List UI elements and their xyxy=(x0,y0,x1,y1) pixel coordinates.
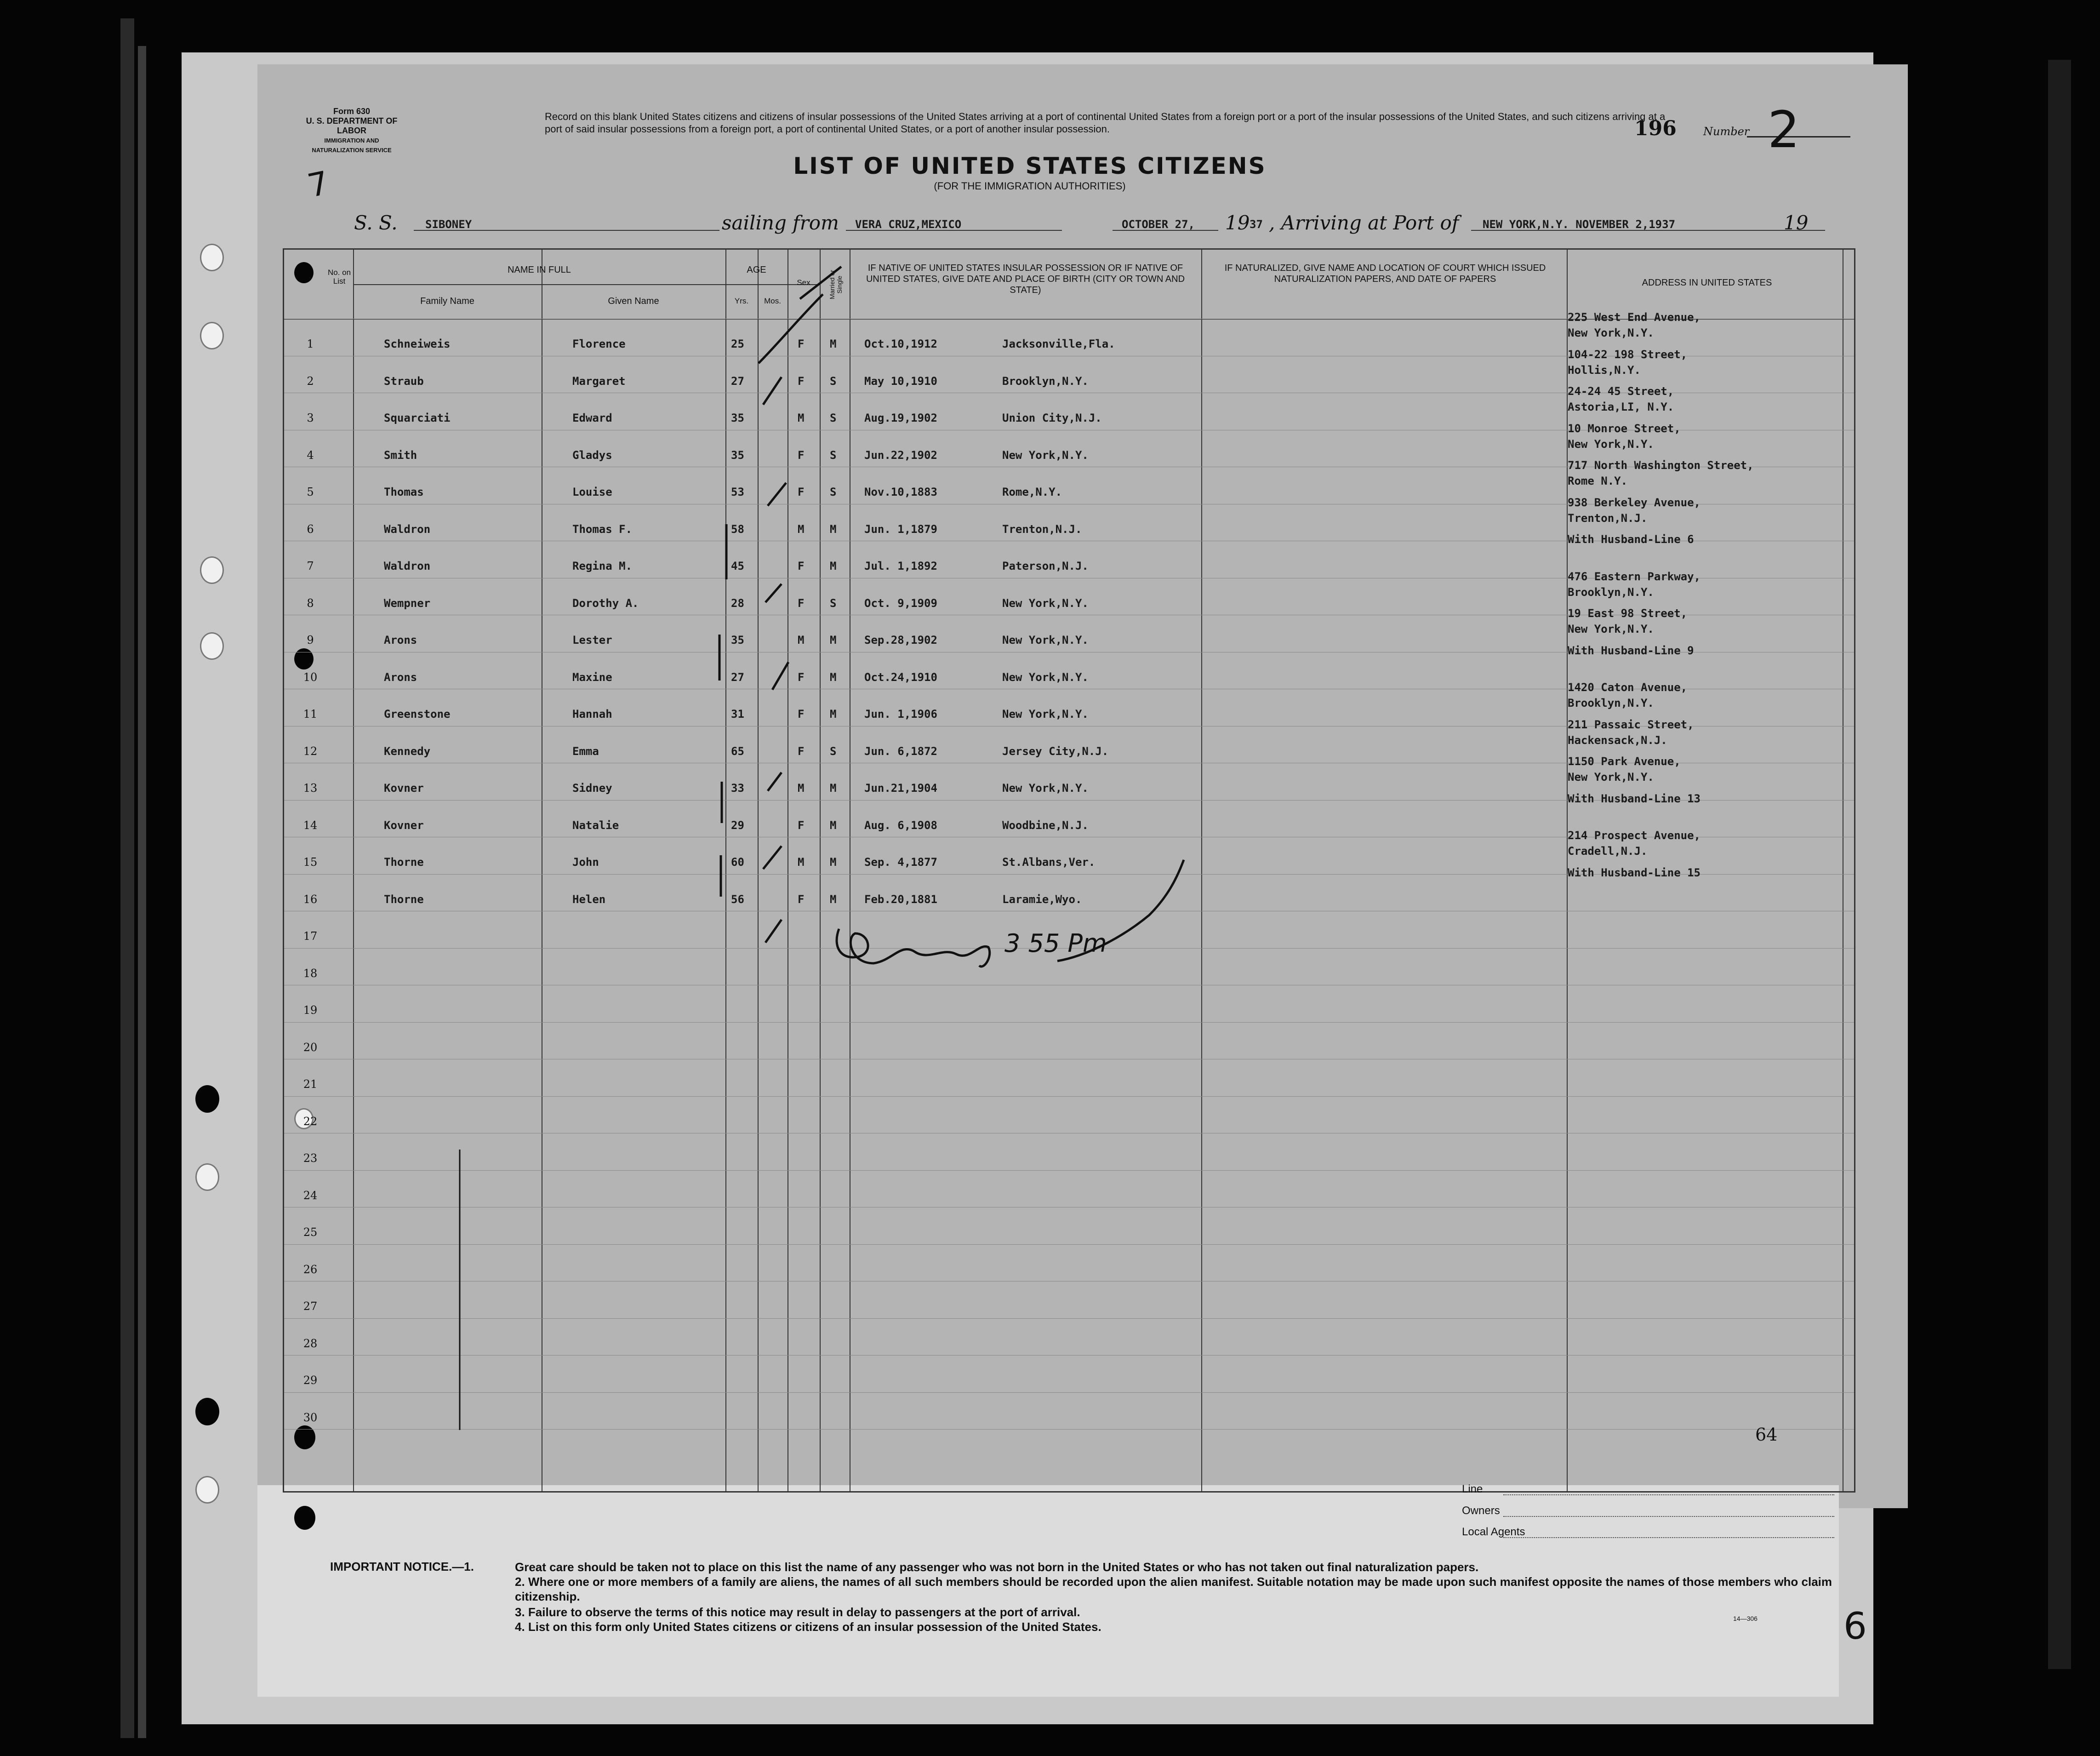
marital-status: S xyxy=(830,374,837,388)
notice-heading: IMPORTANT NOTICE.—1. xyxy=(330,1560,474,1573)
row-number: 12 xyxy=(303,744,318,758)
birth-place: Paterson,N.J. xyxy=(1002,560,1089,572)
address-line-1: With Husband-Line 9 xyxy=(1568,644,1694,657)
birth-date: Oct. 9,1909 xyxy=(864,596,937,610)
address-line-1: 19 East 98 Street, xyxy=(1568,607,1688,620)
address-line-1: 1420 Caton Avenue, xyxy=(1568,681,1688,694)
row-number: 24 xyxy=(303,1189,318,1202)
address-line-2: New York,N.Y. xyxy=(1568,623,1654,635)
number-label: Number xyxy=(1703,125,1750,138)
row-number: 17 xyxy=(303,930,318,943)
address-line-1: 476 Eastern Parkway, xyxy=(1568,570,1701,583)
birth-place: Jacksonville,Fla. xyxy=(1002,337,1115,350)
header-married-single: Married or Single xyxy=(828,270,843,299)
age-years: 31 xyxy=(731,708,744,721)
age-years: 45 xyxy=(731,560,744,572)
family-name: Kovner xyxy=(384,782,424,795)
agent-owners-underline xyxy=(1503,1516,1834,1517)
page-subtitle: (FOR THE IMMIGRATION AUTHORITIES) xyxy=(934,180,1126,192)
arriving-label: , Arriving at Port of xyxy=(1269,212,1459,234)
given-name: Emma xyxy=(572,744,599,758)
family-name: Kennedy xyxy=(384,744,431,758)
birth-date: Jun. 1,1906 xyxy=(864,708,937,721)
row-number: 7 xyxy=(307,560,314,572)
marital-status: M xyxy=(830,708,837,721)
age-years: 65 xyxy=(731,744,744,758)
header-mos: Mos. xyxy=(764,297,781,305)
marital-status: M xyxy=(830,670,837,684)
birth-place: New York,N.Y. xyxy=(1002,708,1089,721)
notice-item-2: 2. Where one or more members of a family are aliens, the names of all such members should be recorded upon the alien manifest. Suitable notation may be made upon such manifest opposite the names of those members who claim citizenship. xyxy=(515,1575,1832,1603)
header-address: ADDRESS IN UNITED STATES xyxy=(1642,278,1772,288)
given-name: Thomas F. xyxy=(572,522,633,536)
address-line-2: Brooklyn,N.Y. xyxy=(1568,697,1654,709)
address-line-1: 104-22 198 Street, xyxy=(1568,348,1688,361)
year-label: 19 xyxy=(1225,212,1250,234)
sex: F xyxy=(798,744,805,758)
row-number: 16 xyxy=(303,892,318,906)
sex: F xyxy=(798,818,805,832)
sex: F xyxy=(798,486,805,498)
family-name: Schneiweis xyxy=(384,337,451,350)
sailing-date: OCTOBER 27, xyxy=(1122,218,1195,231)
birth-place: St.Albans,Ver. xyxy=(1002,856,1096,869)
agent-line-label: Line xyxy=(1462,1483,1483,1495)
sex: F xyxy=(798,596,805,610)
birth-date: Sep. 4,1877 xyxy=(864,856,937,869)
agent-owners-label: Owners xyxy=(1462,1504,1500,1517)
row-number: 4 xyxy=(307,448,314,462)
sex: F xyxy=(798,448,805,462)
agent-local-underline xyxy=(1503,1537,1834,1538)
agent-line-underline xyxy=(1503,1494,1834,1495)
birth-place: Laramie,Wyo. xyxy=(1002,892,1082,906)
sex: M xyxy=(798,856,805,869)
family-name: Greenstone xyxy=(384,708,451,721)
row-number: 1 xyxy=(307,337,314,350)
address-line-2: Trenton,N.J. xyxy=(1568,511,1648,525)
row-number: 30 xyxy=(303,1411,318,1424)
handwritten-corner-mark: 6 xyxy=(1843,1605,1867,1647)
birth-place: New York,N.Y. xyxy=(1002,448,1089,462)
given-name: Dorothy A. xyxy=(572,596,639,610)
marital-status: M xyxy=(830,522,837,536)
row-number: 2 xyxy=(307,374,314,388)
header-birth: IF NATIVE OF UNITED STATES INSULAR POSSESSION OR IF NATIVE OF UNITED STATES, GIVE DATE AND PLACE OF BIRTH (CITY OR TOWN AND STATE) xyxy=(866,263,1185,295)
given-name: Sidney xyxy=(572,782,612,795)
given-name: Edward xyxy=(572,412,612,424)
from-port: VERA CRUZ,MEXICO xyxy=(855,218,962,231)
signature-time: 3 55 Pm xyxy=(1004,929,1107,958)
page-stamp: 64 xyxy=(1755,1424,1778,1445)
ship-name: SIBONEY xyxy=(425,218,472,231)
marital-status: M xyxy=(830,892,837,906)
header-yrs: Yrs. xyxy=(734,297,749,305)
birth-date: Nov.10,1883 xyxy=(864,486,937,498)
notice-item-4: 4. List on this form only United States citizens or citizens of an insular possession of the United States. xyxy=(515,1620,1101,1634)
row-number: 27 xyxy=(303,1300,318,1313)
marital-status: S xyxy=(830,448,837,462)
row-number: 3 xyxy=(307,412,314,424)
birth-date: Jun. 6,1872 xyxy=(864,744,937,758)
age-years: 35 xyxy=(731,412,744,424)
address-line-1: With Husband-Line 15 xyxy=(1568,866,1701,879)
birth-place: Brooklyn,N.Y. xyxy=(1002,374,1089,388)
birth-date: Jun.21,1904 xyxy=(864,782,937,795)
address-line-1: 211 Passaic Street, xyxy=(1568,718,1694,731)
row-number: 5 xyxy=(307,486,314,498)
address-line-2: Cradell,N.J. xyxy=(1568,845,1648,858)
form-number: Form 630 xyxy=(333,107,371,116)
given-name: Lester xyxy=(572,634,612,646)
age-years: 27 xyxy=(731,374,744,388)
birth-date: Oct.10,1912 xyxy=(864,337,937,350)
agent-local-label: Local Agents xyxy=(1462,1526,1525,1538)
given-name: Maxine xyxy=(572,670,612,684)
birth-place: Trenton,N.J. xyxy=(1002,522,1082,536)
service: IMMIGRATION AND NATURALIZATION SERVICE xyxy=(312,137,392,154)
birth-place: Union City,N.J. xyxy=(1002,412,1102,424)
given-name: John xyxy=(572,856,599,869)
sex: M xyxy=(798,782,805,795)
given-name: Regina M. xyxy=(572,560,633,572)
row-number: 28 xyxy=(303,1337,318,1350)
family-name: Smith xyxy=(384,448,417,462)
given-name: Gladys xyxy=(572,448,612,462)
row-number: 11 xyxy=(303,708,318,721)
birth-date: May 10,1910 xyxy=(864,374,937,388)
address-line-1: 1150 Park Avenue, xyxy=(1568,755,1681,768)
birth-place: Jersey City,N.J. xyxy=(1002,744,1109,758)
given-name: Louise xyxy=(572,486,612,498)
address-line-1: 10 Monroe Street, xyxy=(1568,422,1681,435)
sex: M xyxy=(798,634,805,646)
row-number: 25 xyxy=(303,1226,318,1239)
address-line-2: Astoria,LI, N.Y. xyxy=(1568,400,1674,413)
header-name-in-full: NAME IN FULL xyxy=(508,265,571,275)
birth-place: Rome,N.Y. xyxy=(1002,486,1062,498)
age-years: 33 xyxy=(731,782,744,795)
family-name: Thorne xyxy=(384,892,424,906)
page-title: LIST OF UNITED STATES CITIZENS xyxy=(793,153,1267,179)
birth-date: Aug.19,1902 xyxy=(864,412,937,424)
birth-date: Sep.28,1902 xyxy=(864,634,937,646)
marital-status: M xyxy=(830,856,837,869)
marital-status: S xyxy=(830,596,837,610)
sex: F xyxy=(798,560,805,572)
birth-date: Oct.24,1910 xyxy=(864,670,937,684)
birth-date: Jun.22,1902 xyxy=(864,448,937,462)
given-name: Margaret xyxy=(572,374,626,388)
arrival-port-date: NEW YORK,N.Y. NOVEMBER 2,1937 xyxy=(1483,218,1676,231)
age-years: 27 xyxy=(731,670,744,684)
row-number: 26 xyxy=(303,1263,318,1276)
birth-place: New York,N.Y. xyxy=(1002,782,1089,795)
age-years: 29 xyxy=(731,818,744,832)
family-name: Straub xyxy=(384,374,424,388)
sailing-year: 37 xyxy=(1250,218,1263,231)
marital-status: M xyxy=(830,337,837,350)
family-name: Arons xyxy=(384,634,417,646)
given-name: Florence xyxy=(572,337,626,350)
address-line-1: 24-24 45 Street, xyxy=(1568,385,1674,398)
header-no-on-list: No. on List xyxy=(327,268,351,286)
notice-item-3: 3. Failure to observe the terms of this notice may result in delay to passengers at the port of arrival. xyxy=(515,1605,1080,1619)
address-line-2: Brooklyn,N.Y. xyxy=(1568,585,1654,599)
age-years: 53 xyxy=(731,486,744,498)
address-line-2: New York,N.Y. xyxy=(1568,326,1654,339)
sex: F xyxy=(798,337,805,350)
list-number: 196 xyxy=(1634,117,1677,140)
sex: F xyxy=(798,708,805,721)
address-line-2: Hackensack,N.J. xyxy=(1568,733,1667,747)
age-years: 60 xyxy=(731,856,744,869)
row-number: 6 xyxy=(307,522,314,536)
sex: F xyxy=(798,892,805,906)
end-year-label: 19 xyxy=(1784,212,1809,234)
birth-place: New York,N.Y. xyxy=(1002,670,1089,684)
header-sex: Sex xyxy=(797,278,810,287)
ss-label: S. S. xyxy=(354,212,398,234)
address-line-2: Rome N.Y. xyxy=(1568,475,1628,487)
family-name: Waldron xyxy=(384,560,431,572)
sailing-label: sailing from xyxy=(722,212,839,234)
address-line-1: With Husband-Line 13 xyxy=(1568,792,1701,805)
row-number: 13 xyxy=(303,782,318,795)
header-given-name: Given Name xyxy=(608,296,659,306)
age-years: 25 xyxy=(731,337,744,350)
row-number: 8 xyxy=(307,596,314,610)
sex: F xyxy=(798,374,805,388)
family-name: Kovner xyxy=(384,818,424,832)
family-name: Waldron xyxy=(384,522,431,536)
row-number: 9 xyxy=(307,634,314,646)
header-family-name: Family Name xyxy=(420,296,474,306)
address-line-1: 214 Prospect Avenue, xyxy=(1568,829,1701,842)
given-name: Helen xyxy=(572,892,606,906)
address-line-2: Hollis,N.Y. xyxy=(1568,363,1641,377)
form-code: 14—306 xyxy=(1733,1615,1758,1622)
marital-status: M xyxy=(830,634,837,646)
row-number: 22 xyxy=(303,1115,318,1128)
address-line-1: 717 North Washington Street, xyxy=(1568,459,1754,472)
notice-item-1: Great care should be taken not to place on this list the name of any passenger who was not born in the United States or who has not taken out final naturalization papers. xyxy=(515,1560,1479,1574)
row-number: 15 xyxy=(303,856,318,869)
header-naturalized: IF NATURALIZED, GIVE NAME AND LOCATION OF COURT WHICH ISSUED NATURALIZATION PAPERS, AND DATE OF PAPERS xyxy=(1224,263,1546,284)
marital-status: S xyxy=(830,486,837,498)
header-age: AGE xyxy=(747,265,766,275)
instructions-note: Record on this blank United States citizens and citizens of insular possessions of the United States arriving at a port of continental United States from a foreign port or a port of the insular possessions of the United States, and such citizens arriving at a port of said insular possessions from a foreign port, a port of continental United States, or a port of another insular possession. xyxy=(545,111,1666,135)
row-number: 23 xyxy=(303,1152,318,1165)
address-line-1: 938 Berkeley Avenue, xyxy=(1568,496,1701,509)
sex: M xyxy=(798,522,805,536)
birth-date: Jun. 1,1879 xyxy=(864,522,937,536)
age-years: 58 xyxy=(731,522,744,536)
age-years: 35 xyxy=(731,448,744,462)
birth-date: Aug. 6,1908 xyxy=(864,818,937,832)
birth-place: New York,N.Y. xyxy=(1002,596,1089,610)
family-name: Thorne xyxy=(384,856,424,869)
given-name: Natalie xyxy=(572,818,619,832)
age-years: 56 xyxy=(731,892,744,906)
sex: F xyxy=(798,670,805,684)
age-years: 28 xyxy=(731,596,744,610)
department: U. S. DEPARTMENT OF LABOR xyxy=(306,116,398,135)
birth-date: Jul. 1,1892 xyxy=(864,560,937,572)
row-number: 19 xyxy=(303,1004,318,1017)
marital-status: M xyxy=(830,560,837,572)
handwritten-number: 2 xyxy=(1768,100,1800,159)
birth-place: New York,N.Y. xyxy=(1002,634,1089,646)
row-number: 20 xyxy=(303,1041,318,1054)
family-name: Thomas xyxy=(384,486,424,498)
age-years: 35 xyxy=(731,634,744,646)
birth-date: Feb.20,1881 xyxy=(864,892,937,906)
family-name: Arons xyxy=(384,670,417,684)
address-line-1: 225 West End Avenue, xyxy=(1568,311,1701,324)
marital-status: M xyxy=(830,818,837,832)
marital-status: S xyxy=(830,744,837,758)
marital-status: M xyxy=(830,782,837,795)
address-line-2: New York,N.Y. xyxy=(1568,771,1654,784)
marital-status: S xyxy=(830,412,837,424)
row-number: 10 xyxy=(303,670,318,684)
family-name: Wempner xyxy=(384,596,431,610)
row-number: 21 xyxy=(303,1078,318,1091)
check-marks xyxy=(460,267,841,1430)
row-number: 14 xyxy=(303,818,318,832)
row-number: 29 xyxy=(303,1374,318,1387)
handwritten-margin-mark: 7 xyxy=(304,164,332,205)
address-line-1: With Husband-Line 6 xyxy=(1568,533,1694,546)
address-line-2: New York,N.Y. xyxy=(1568,437,1654,451)
given-name: Hannah xyxy=(572,708,612,721)
sex: M xyxy=(798,412,805,424)
family-name: Squarciati xyxy=(384,412,451,424)
row-number: 18 xyxy=(303,967,318,980)
birth-place: Woodbine,N.J. xyxy=(1002,818,1089,832)
